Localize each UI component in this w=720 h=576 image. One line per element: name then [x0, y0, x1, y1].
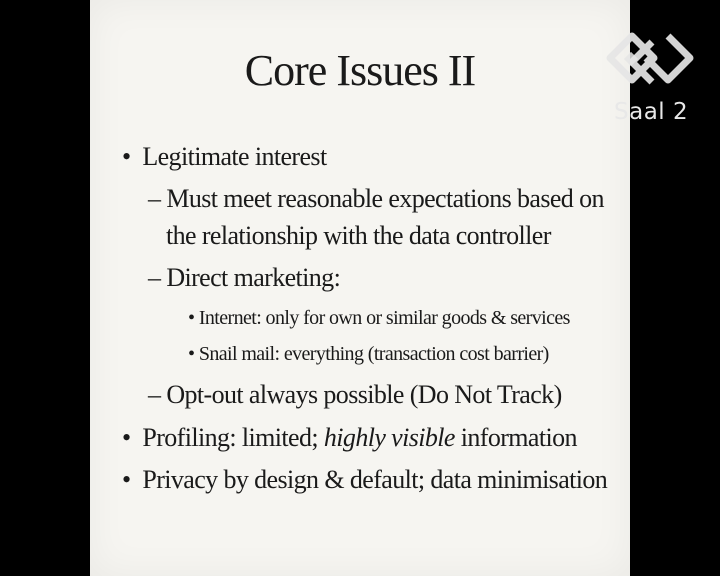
list-item-text: Opt-out always possible (Do Not Track)	[166, 380, 562, 409]
list-item-text: Privacy by design & default; data minimisation	[142, 465, 608, 494]
list-item	[166, 221, 551, 251]
slide-title: Core Issues II	[244, 46, 476, 95]
list-item	[148, 263, 340, 293]
list-item	[122, 465, 607, 495]
bullet-marker: •	[122, 142, 131, 171]
bullet-list	[90, 0, 630, 576]
list-item	[122, 142, 327, 172]
presentation-slide	[90, 0, 630, 576]
list-item	[122, 423, 577, 453]
bullet-marker: •	[122, 423, 131, 452]
list-item	[188, 306, 570, 330]
bullet-marker: •	[188, 307, 195, 329]
list-item-text: Must meet reasonable expectations based on	[166, 184, 604, 213]
list-item-text: Direct marketing:	[166, 263, 341, 292]
list-item-text: information	[454, 423, 577, 452]
list-item-text: Internet: only for own or similar goods & services	[198, 307, 570, 329]
channel-logo-label: Saal 2	[614, 99, 689, 125]
dash-marker: –	[148, 184, 161, 213]
list-item-text: Legitimate interest	[142, 142, 327, 171]
list-item-text: Profiling: limited;	[142, 423, 324, 452]
list-item	[148, 380, 562, 410]
list-item	[148, 184, 604, 214]
bullet-marker: •	[188, 343, 195, 365]
dash-marker: –	[148, 263, 161, 292]
list-item-text: the relationship with the data controller	[166, 221, 551, 250]
list-item-text: Snail mail: everything (transaction cost barrier)	[198, 343, 549, 365]
dash-marker: –	[148, 380, 161, 409]
emphasized-text: highly visible	[323, 423, 455, 452]
list-item	[188, 342, 549, 366]
bullet-marker: •	[122, 465, 131, 494]
